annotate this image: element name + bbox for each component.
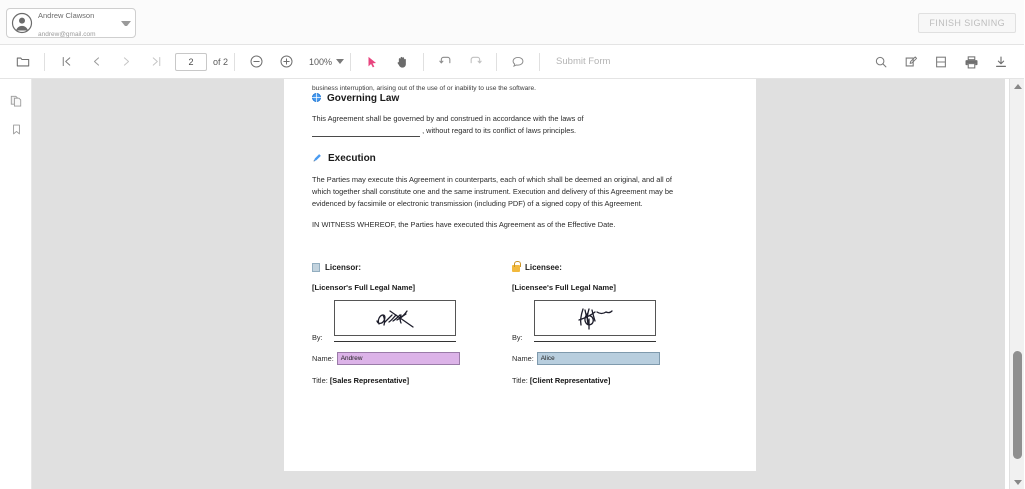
document-viewer[interactable] (32, 79, 1005, 489)
licensor-by-label: By: (312, 332, 323, 342)
licensor-name-label: Name: (312, 353, 334, 363)
undo-icon[interactable] (433, 50, 457, 74)
governing-law-paragraph (312, 113, 680, 137)
section-title: Governing Law (327, 93, 400, 104)
licensee-title-label: Title: (512, 375, 528, 385)
redo-icon[interactable] (463, 50, 487, 74)
pencil-emoji-icon (312, 153, 322, 165)
scroll-down-arrow-icon[interactable] (1010, 475, 1025, 489)
toolbar-separator (423, 53, 424, 71)
page-content (284, 85, 756, 393)
governing-law-text-before: This Agreement shall be governed by and construed in accordance with the laws of (312, 114, 584, 123)
licensor-legal-name: [Licensor's Full Legal Name] (312, 282, 416, 292)
licensee-heading (512, 263, 702, 272)
previous-page-icon[interactable] (84, 50, 108, 74)
toolbar-right-group (866, 45, 1016, 79)
toolbar-separator (234, 53, 235, 71)
execution-paragraph: The Parties may execute this Agreement in counterparts, each of which shall be deemed an original, and all of which together shall constitute one and the same instrument. Execution and delivery of this Agreement may be evidenced by facsimile or electronic transmission (including PDF) of a signed copy of this Agreement. (312, 174, 674, 208)
zoom-in-icon[interactable] (274, 50, 298, 74)
section-title: Execution (328, 153, 376, 165)
vertical-scrollbar[interactable] (1009, 79, 1024, 489)
annotate-icon[interactable] (899, 50, 923, 74)
submit-form-button[interactable]: Submit Form (556, 56, 611, 67)
licensee-by-label: By: (512, 332, 523, 342)
lock-emoji-icon (512, 263, 520, 272)
office-building-emoji-icon (312, 263, 320, 272)
licensor-name-row (312, 352, 502, 365)
licensor-title-value: [Sales Representative] (329, 375, 410, 385)
finish-signing-button[interactable]: FINISH SIGNING (918, 13, 1016, 33)
licensee-signature-field[interactable] (534, 300, 656, 336)
fill-in-blank-line[interactable] (312, 130, 420, 137)
account-name: Andrew Clawson (38, 10, 95, 20)
licensee-title-row (512, 376, 702, 385)
licensor-signature-field[interactable] (334, 300, 456, 336)
licensee-heading-label: Licensee: (525, 262, 562, 272)
toolbar-separator (44, 53, 45, 71)
folder-icon[interactable] (11, 50, 35, 74)
next-page-icon[interactable] (114, 50, 138, 74)
account-switcher[interactable] (6, 8, 136, 38)
toolbar-separator (350, 53, 351, 71)
licensor-signature-underline (334, 341, 456, 342)
scroll-up-arrow-icon[interactable] (1010, 79, 1025, 93)
toolbar-separator (539, 53, 540, 71)
page-number-input[interactable]: 2 (175, 53, 207, 71)
page-total-label: of 2 (213, 56, 229, 67)
licensee-legal-name: [Licensee's Full Legal Name] (512, 282, 616, 292)
account-info (38, 5, 119, 42)
licensor-title-row (312, 376, 502, 385)
pages-thumbnail-icon[interactable] (0, 87, 32, 115)
zoom-level-value: 100% (309, 56, 333, 67)
licensor-heading-label: Licensor: (325, 262, 362, 272)
section-heading-execution (312, 153, 728, 165)
handwritten-signature-icon (335, 301, 455, 335)
hand-icon[interactable] (390, 50, 414, 74)
bookmark-icon[interactable] (0, 115, 32, 143)
viewer-toolbar (0, 45, 1024, 79)
zoom-out-icon[interactable] (244, 50, 268, 74)
chevron-down-icon (336, 59, 344, 64)
page-view-icon[interactable] (929, 50, 953, 74)
pdf-page-2 (284, 79, 756, 471)
search-icon[interactable] (869, 50, 893, 74)
licensee-name-row (512, 352, 702, 365)
governing-law-text-after: , without regard to its conflict of laws principles. (422, 125, 577, 135)
download-icon[interactable] (989, 50, 1013, 74)
zoom-level-dropdown[interactable] (309, 57, 344, 67)
licensee-name-label: Name: (512, 353, 534, 363)
licensee-title-value: [Client Representative] (529, 375, 611, 385)
licensor-heading (312, 263, 502, 272)
globe-emoji-icon (312, 93, 321, 104)
print-icon[interactable] (959, 50, 983, 74)
licensor-signature-row (312, 300, 502, 342)
cursor-arrow-icon[interactable] (360, 50, 384, 74)
user-avatar-icon (11, 12, 33, 34)
chevron-down-icon[interactable] (121, 21, 131, 26)
licensor-title-label: Title: (312, 375, 328, 385)
clipped-paragraph-top: business interruption, arising out of the use of or inability to use the software. (312, 85, 536, 92)
licensor-name-input[interactable]: Andrew (337, 352, 460, 365)
sidebar-rail (0, 79, 32, 489)
comment-bubble-icon[interactable] (506, 50, 530, 74)
scrollbar-thumb[interactable] (1013, 351, 1022, 459)
licensor-signature-block (312, 263, 502, 385)
toolbar-left-group (0, 50, 610, 74)
handwritten-signature-icon (535, 301, 655, 335)
licensee-signature-row (512, 300, 702, 342)
licensee-name-input[interactable]: Alice (537, 352, 660, 365)
last-page-icon[interactable] (144, 50, 168, 74)
app-header (0, 0, 1024, 45)
licensee-signature-underline (534, 341, 656, 342)
licensee-signature-block (512, 263, 702, 385)
toolbar-separator (496, 53, 497, 71)
account-email: andrew@gmail.com (38, 31, 96, 38)
witness-paragraph: IN WITNESS WHEREOF, the Parties have executed this Agreement as of the Effective Date. (312, 219, 616, 229)
signature-area (312, 263, 728, 393)
first-page-icon[interactable] (54, 50, 78, 74)
